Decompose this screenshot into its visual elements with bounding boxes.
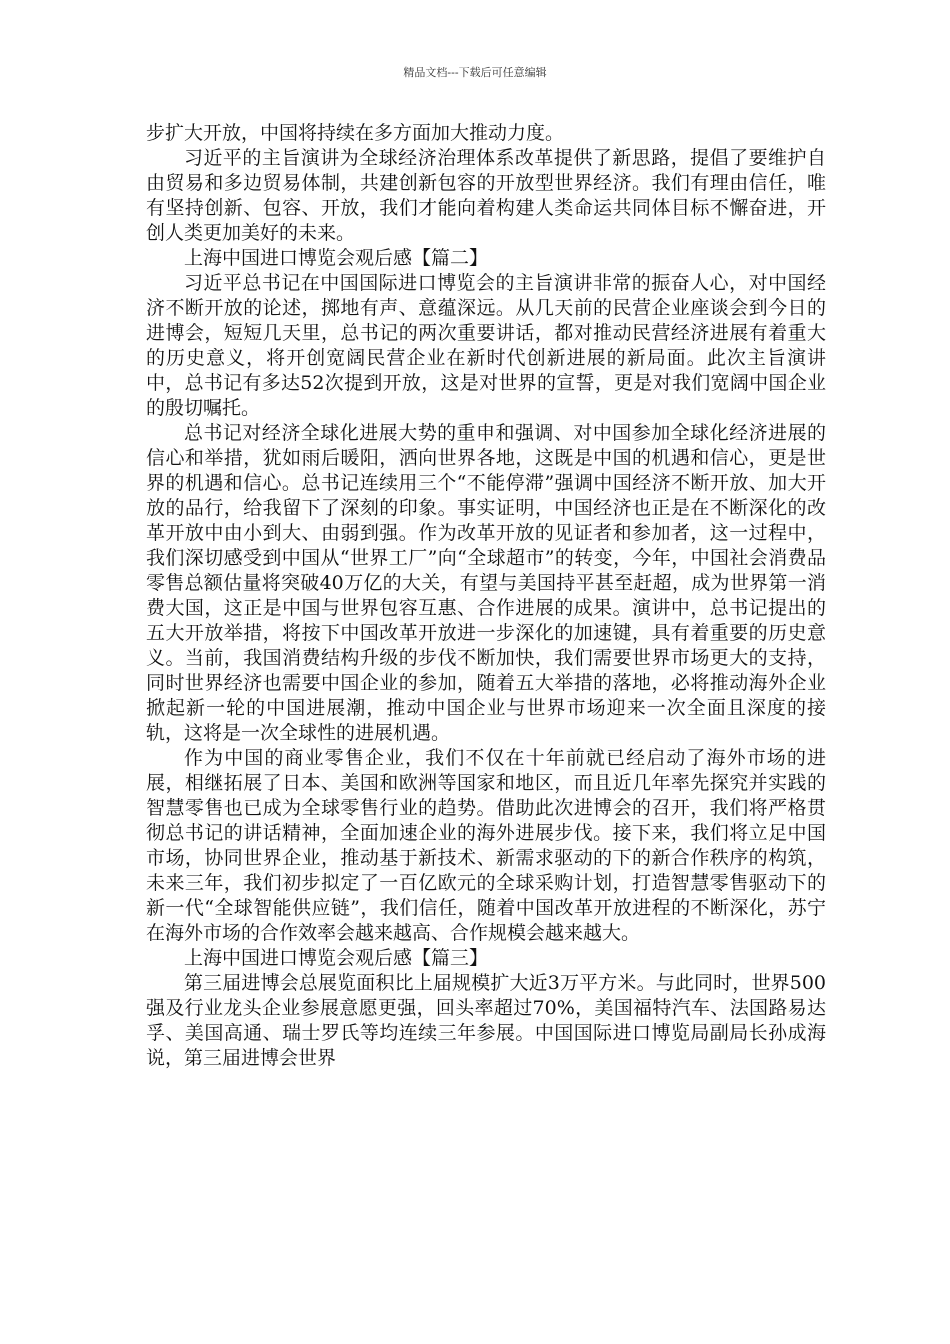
page-header: 精品文档---下载后可任意编辑 [403,66,547,79]
paragraph: 总书记对经济全球化进展大势的重申和强调、对中国参加全球化经济进展的信心和举措，犹如雨后暖阳，洒向世界各地，这既是中国的机遇和信心，更是世界的机遇和信心。总书记连续用三个“不能停滞”强调中国经济不断开放、加大开放的品行，给我留下了深刻的印象。事实证明，中国经济也正是在不断深化的改革开放中由小到大、由弱到强。作为改革开放的见证者和参加者，这一过程中，我们深切感受到中国从“世界工厂”向“全球超市”的转变，今年，中国社会消费品零售总额估量将突破40万亿的大关，有望与美国持平甚至赶超，成为世界第一消费大国，这正是中国与世界包容互惠、合作进展的成果。演讲中，总书记提出的五大开放举措，将按下中国改革开放进一步深化的加速键，具有着重要的历史意义。当前，我国消费结构升级的步伐不断加快，我们需要世界市场更大的支持，同时世界经济也需要中国企业的参加，随着五大举措的落地，必将推动海外企业掀起新一轮的中国进展潮，推动中国企业与世界市场迎来一次全面且深度的接轨，这将是一次全球性的进展机遇。 [146,422,826,744]
paragraph-continuation: 步扩大开放，中国将持续在多方面加大推动力度。 [146,122,565,144]
section-heading-part-three: 上海中国进口博览会观后感【篇三】 [184,947,489,969]
section-heading-part-two: 上海中国进口博览会观后感【篇二】 [184,247,489,269]
paragraph: 作为中国的商业零售企业，我们不仅在十年前就已经启动了海外市场的进展，相继拓展了日本、美国和欧洲等国家和地区，而且近几年率先探究并实践的智慧零售也已成为全球零售行业的趋势。借助此次进博会的召开，我们将严格贯彻总书记的讲话精神，全面加速企业的海外进展步伐。接下来，我们将立足中国市场，协同世界企业，推动基于新技术、新需求驱动的下的新合作秩序的构筑，未来三年，我们初步拟定了一百亿欧元的全球采购计划，打造智慧零售驱动下的新一代“全球智能供应链”，我们信任，随着中国改革开放进程的不断深化，苏宁在海外市场的合作效率会越来越高、合作规模会越来越大。 [146,747,826,944]
paragraph: 第三届进博会总展览面积比上届规模扩大近3万平方米。与此同时，世界500强及行业龙头企业参展意愿更强，回头率超过70%，美国福特汽车、法国路易达孚、美国高通、瑞士罗氏等均连续三年参展。中国国际进口博览局副局长孙成海说，第三届进博会世界 [146,972,826,1069]
document-body [146,121,826,1071]
paragraph: 习近平的主旨演讲为全球经济治理体系改革提供了新思路，提倡了要维护自由贸易和多边贸易体制，共建创新包容的开放型世界经济。我们有理由信任，唯有坚持创新、包容、开放，我们才能向着构建人类命运共同体目标不懈奋进，开创人类更加美好的未来。 [146,147,826,244]
paragraph: 习近平总书记在中国国际进口博览会的主旨演讲非常的振奋人心，对中国经济不断开放的论述，掷地有声、意蕴深远。从几天前的民营企业座谈会到今日的进博会，短短几天里，总书记的两次重要讲话，都对推动民营经济进展有着重大的历史意义，将开创宽阔民营企业在新时代创新进展的新局面。此次主旨演讲中，总书记有多达52次提到开放，这是对世界的宣誓，更是对我们宽阔中国企业的殷切嘱托。 [146,272,826,419]
